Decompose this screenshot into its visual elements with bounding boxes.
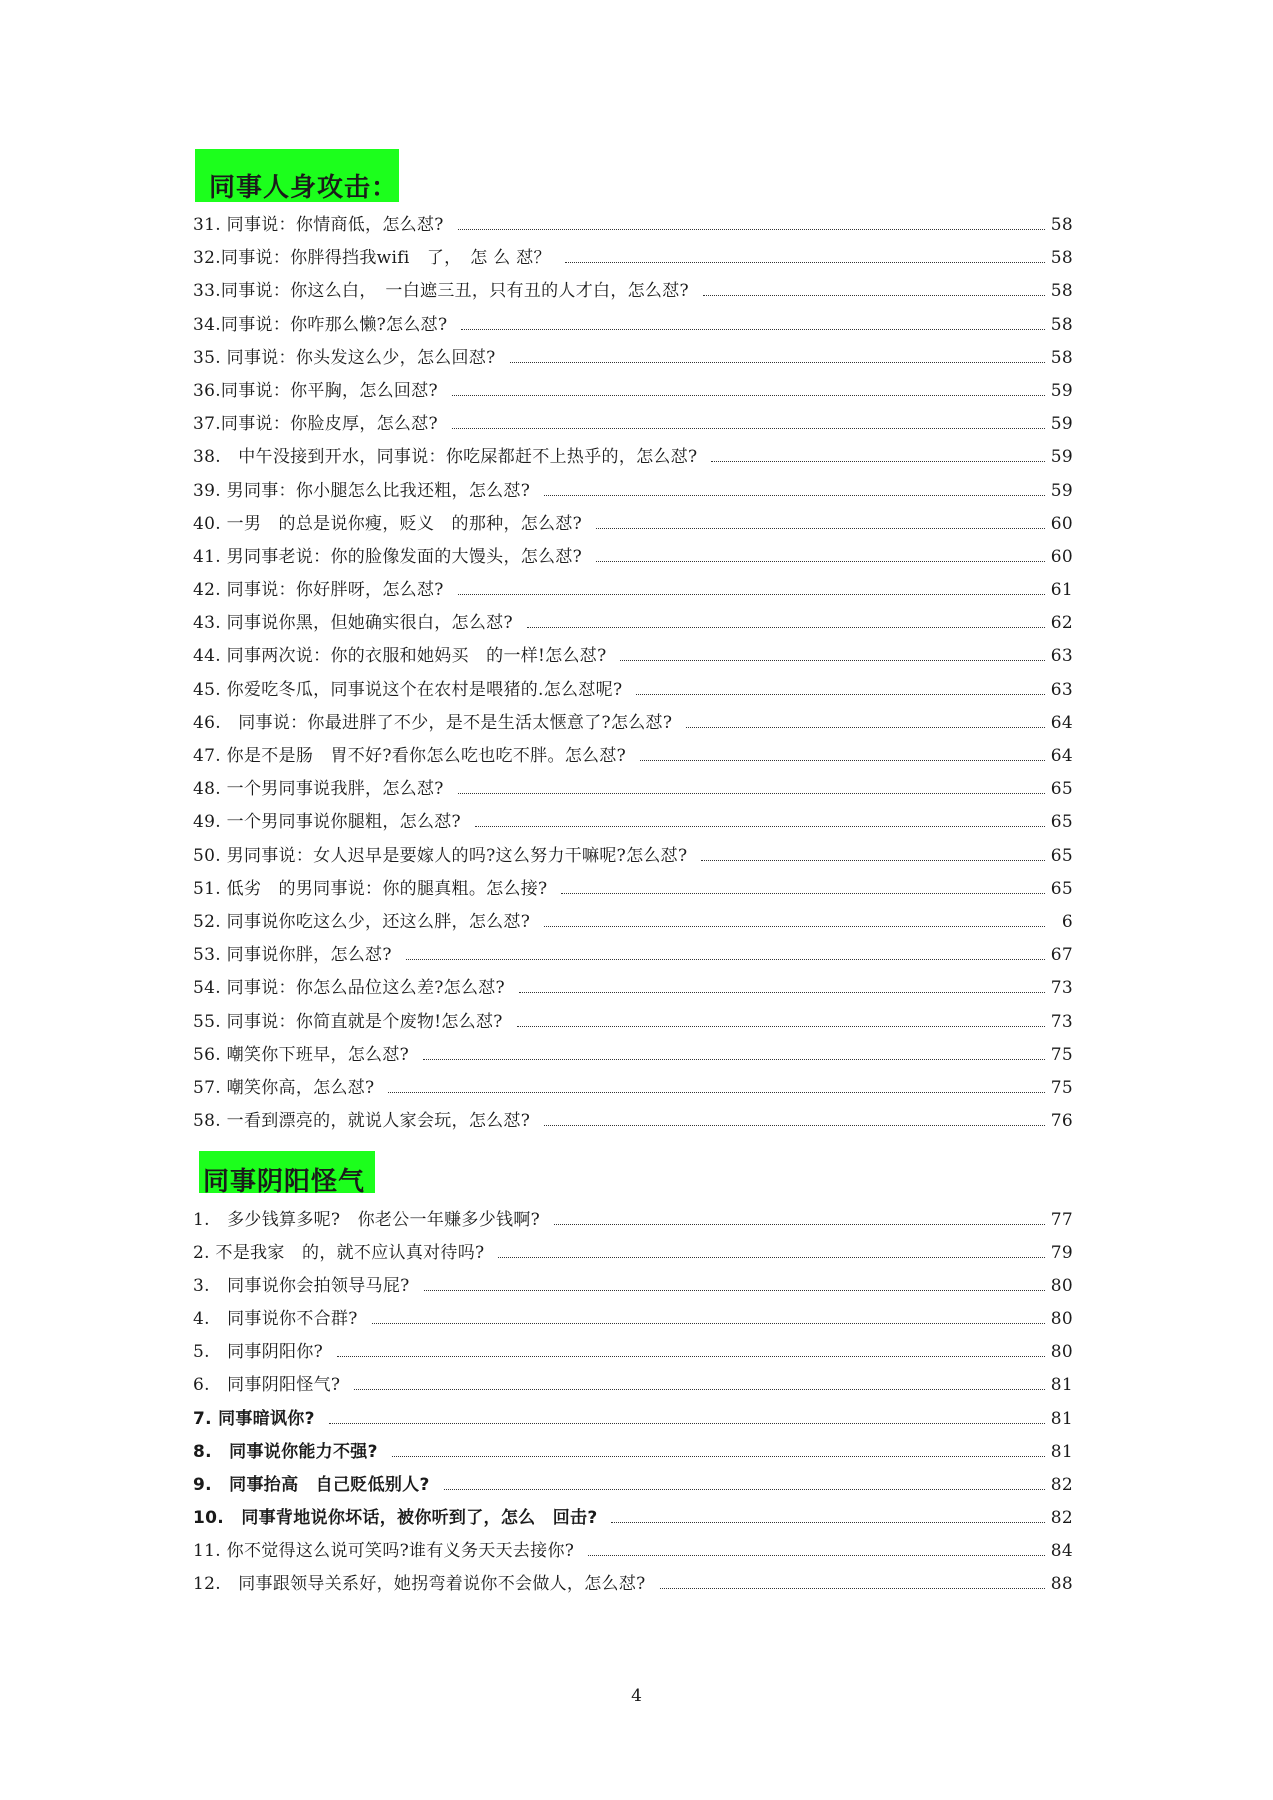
toc-entry[interactable] [193, 542, 1073, 575]
toc-entry-title: 57. 嘲笑你高，怎么怼? [193, 1077, 375, 1098]
toc-entry-page: 64 [1050, 712, 1073, 733]
toc-entry[interactable] [193, 243, 1073, 276]
toc-entry-page: 62 [1050, 613, 1073, 634]
toc-entry-title: 38. 中午没接到开水，同事说：你吃屎都赶不上热乎的，怎么怼? [193, 447, 698, 468]
toc-dot-leader [458, 229, 1045, 230]
section-heading-text: 同事阴阳怪气 [203, 1167, 366, 1197]
toc-entry-page: 88 [1050, 1574, 1073, 1595]
toc-entry-title: 11. 你不觉得这么说可笑吗?谁有义务天天去接你? [193, 1540, 575, 1561]
toc-entry[interactable] [193, 210, 1073, 243]
toc-entry[interactable] [193, 409, 1073, 442]
toc-dot-leader [660, 1588, 1045, 1589]
toc-dot-leader [519, 992, 1045, 993]
toc-entry[interactable] [193, 1304, 1073, 1337]
toc-dot-leader [544, 1125, 1045, 1126]
toc-entry[interactable] [193, 1271, 1073, 1304]
toc-dot-leader [452, 428, 1045, 429]
toc-entry-page: 58 [1050, 248, 1073, 269]
toc-entry[interactable] [193, 608, 1073, 641]
toc-entry-title: 36.同事说：你平胸，怎么回怼? [193, 380, 438, 401]
toc-entry-page: 58 [1050, 215, 1073, 235]
toc-entry-page: 65 [1050, 878, 1073, 899]
toc-entry-title: 47. 你是不是肠 胃不好?看你怎么吃也吃不胖。怎么怼? [193, 746, 627, 766]
toc-entry-title: 49. 一个男同事说你腿粗，怎么怼? [193, 812, 461, 833]
toc-entry[interactable] [193, 1569, 1073, 1602]
toc-dot-leader [517, 1026, 1045, 1027]
toc-entry-title: 46. 同事说：你最进胖了不少，是不是生活太惬意了?怎么怼? [193, 712, 673, 733]
toc-entry-page: 59 [1050, 480, 1073, 501]
toc-entry-title: 7. 同事暗讽你? [193, 1408, 315, 1429]
toc-entry-title: 41. 男同事老说：你的脸像发面的大馒头，怎么怼? [193, 546, 583, 567]
toc-entry-page: 65 [1050, 779, 1073, 800]
toc-dot-leader [701, 860, 1045, 861]
section-heading-text: 同事人身攻击： [209, 173, 399, 203]
toc-entry[interactable] [193, 1470, 1073, 1503]
toc-entry-page: 73 [1050, 978, 1073, 999]
toc-entry-title: 35. 同事说：你头发这么少，怎么回怼? [193, 347, 496, 368]
toc-entry[interactable] [193, 1040, 1073, 1073]
toc-entry-title: 55. 同事说：你简直就是个废物!怎么怼? [193, 1011, 503, 1032]
toc-dot-leader [636, 694, 1045, 695]
toc-dot-leader [596, 528, 1045, 529]
toc-dot-leader [588, 1555, 1045, 1556]
toc-dot-leader [458, 793, 1045, 794]
toc-dot-leader [424, 1290, 1045, 1291]
toc-entry-page: 77 [1050, 1210, 1073, 1230]
toc-entry-page: 67 [1050, 945, 1073, 966]
toc-entry-page: 80 [1050, 1309, 1073, 1330]
toc-dot-leader [406, 959, 1045, 960]
toc-dot-leader [458, 594, 1045, 595]
toc-entry-page: 59 [1050, 414, 1073, 435]
toc-entry-page: 58 [1050, 281, 1073, 302]
toc-entry-title: 4. 同事说你不合群? [193, 1309, 358, 1330]
toc-entry[interactable] [193, 509, 1073, 542]
toc-dot-leader [620, 660, 1045, 661]
toc-entry-title: 42. 同事说：你好胖呀，怎么怼? [193, 580, 444, 601]
toc-entry-page: 59 [1050, 380, 1073, 401]
toc-entry-title: 5. 同事阴阳你? [193, 1342, 324, 1363]
toc-entry[interactable] [193, 276, 1073, 309]
toc-entry-title: 12. 同事跟领导关系好，她拐弯着说你不会做人，怎么怼? [193, 1574, 646, 1595]
toc-entry[interactable] [193, 376, 1073, 409]
toc-dot-leader [423, 1059, 1045, 1060]
toc-entry-page: 60 [1050, 546, 1073, 567]
toc-entry-title: 6. 同事阴阳怪气? [193, 1375, 341, 1396]
toc-entry-title: 8. 同事说你能力不强? [193, 1441, 378, 1462]
toc-entry-page: 6 [1061, 911, 1073, 932]
toc-entry-page: 65 [1050, 812, 1073, 833]
toc-entry[interactable] [193, 1205, 1073, 1238]
toc-entry-title: 52. 同事说你吃这么少，还这么胖，怎么怼? [193, 911, 531, 932]
toc-entry[interactable] [193, 1238, 1073, 1271]
toc-entry[interactable] [193, 1437, 1073, 1470]
toc-dot-leader [444, 1489, 1045, 1490]
toc-dot-leader [544, 495, 1045, 496]
toc-entry-title: 48. 一个男同事说我胖，怎么怼? [193, 779, 444, 800]
toc-entry-title: 37.同事说：你脸皮厚，怎么怼? [193, 414, 438, 435]
toc-dot-leader [329, 1423, 1045, 1424]
toc-entry-title: 40. 一男 的总是说你瘦，贬义 的那种，怎么怼? [193, 513, 583, 534]
toc-dot-leader [527, 627, 1045, 628]
toc-entry[interactable] [193, 1106, 1073, 1139]
toc-entry-page: 63 [1050, 679, 1073, 700]
toc-entry-title: 10. 同事背地说你坏话，被你听到了，怎么 回击? [193, 1507, 598, 1528]
toc-entry-page: 59 [1050, 447, 1073, 468]
toc-entry-title: 39. 男同事：你小腿怎么比我还粗，怎么怼? [193, 480, 531, 501]
toc-dot-leader [561, 893, 1045, 894]
toc-dot-leader [452, 395, 1045, 396]
toc-entry-page: 65 [1050, 845, 1073, 866]
toc-entry-page: 81 [1050, 1441, 1073, 1462]
toc-entry-title: 34.同事说：你咋那么懒?怎么怼? [193, 314, 448, 335]
toc-entry-title: 51. 低劣 的男同事说：你的腿真粗。怎么接? [193, 878, 548, 899]
toc-dot-leader [611, 1522, 1045, 1523]
toc-dot-leader [461, 329, 1045, 330]
toc-entry-page: 79 [1050, 1243, 1073, 1264]
toc-entry-title: 54. 同事说：你怎么品位这么差?怎么怼? [193, 978, 505, 999]
toc-entry[interactable] [193, 1536, 1073, 1569]
toc-entry-page: 61 [1050, 580, 1073, 601]
toc-entry-title: 56. 嘲笑你下班早，怎么怼? [193, 1044, 410, 1065]
toc-entry[interactable] [193, 310, 1073, 343]
toc-entry-page: 75 [1050, 1044, 1073, 1065]
toc-dot-leader [640, 760, 1045, 761]
toc-dot-leader [498, 1257, 1045, 1258]
section-heading-personal-attacks [195, 149, 399, 202]
toc-entry-page: 80 [1050, 1342, 1073, 1363]
toc-entry[interactable] [193, 1370, 1073, 1403]
toc-dot-leader [544, 926, 1045, 927]
toc-entry-title: 53. 同事说你胖，怎么怼? [193, 945, 392, 966]
toc-entry[interactable] [193, 1337, 1073, 1370]
toc-dot-leader [510, 362, 1045, 363]
toc-entry[interactable] [193, 1503, 1073, 1536]
toc-entry-page: 60 [1050, 513, 1073, 534]
toc-entry-page: 81 [1050, 1375, 1073, 1396]
toc-entry-title: 31. 同事说：你情商低，怎么怼? [193, 215, 444, 235]
toc-entry[interactable] [193, 841, 1073, 874]
toc-entry-page: 82 [1050, 1474, 1073, 1495]
toc-dot-leader [388, 1092, 1045, 1093]
toc-entry-page: 63 [1050, 646, 1073, 667]
toc-entry[interactable] [193, 641, 1073, 674]
toc-entry[interactable] [193, 741, 1073, 774]
toc-entry[interactable] [193, 940, 1073, 973]
toc-entry[interactable] [193, 575, 1073, 608]
toc-entry-title: 45. 你爱吃冬瓜，同事说这个在农村是喂猪的.怎么怼呢? [193, 679, 623, 700]
page-number: 4 [631, 1686, 642, 1706]
toc-entry-title: 9. 同事抬高 自己贬低别人? [193, 1474, 430, 1495]
toc-entry[interactable] [193, 343, 1073, 376]
toc-entry[interactable] [193, 675, 1073, 708]
toc-entry[interactable] [193, 774, 1073, 807]
toc-entry[interactable] [193, 907, 1073, 940]
toc-entry-page: 73 [1050, 1011, 1073, 1032]
toc-entry[interactable] [193, 1007, 1073, 1040]
toc-dot-leader [475, 826, 1045, 827]
toc-dot-leader [711, 461, 1045, 462]
toc-entry-title: 44. 同事两次说：你的衣服和她妈买 的一样!怎么怼? [193, 646, 607, 667]
toc-entry-page: 76 [1050, 1111, 1073, 1132]
toc-entry-page: 64 [1050, 746, 1073, 766]
toc-entry[interactable] [193, 476, 1073, 509]
toc-entry-page: 58 [1050, 347, 1073, 368]
toc-dot-leader [354, 1389, 1045, 1390]
toc-entry-title: 43. 同事说你黑，但她确实很白，怎么怼? [193, 613, 513, 634]
toc-entry[interactable] [193, 708, 1073, 741]
toc-dot-leader [703, 295, 1045, 296]
toc-entry-page: 84 [1050, 1540, 1073, 1561]
toc-list-personal-attacks [193, 210, 1073, 1139]
toc-entry[interactable] [193, 807, 1073, 840]
toc-entry[interactable] [193, 442, 1073, 475]
section-heading-sarcasm [199, 1151, 375, 1197]
toc-entry-title: 1. 多少钱算多呢? 你老公一年赚多少钱啊? [193, 1210, 541, 1230]
toc-entry[interactable] [193, 1404, 1073, 1437]
toc-list-sarcasm [193, 1205, 1073, 1602]
toc-dot-leader [565, 262, 1045, 263]
toc-entry-page: 75 [1050, 1077, 1073, 1098]
toc-entry[interactable] [193, 1073, 1073, 1106]
toc-dot-leader [686, 727, 1045, 728]
toc-dot-leader [554, 1224, 1045, 1225]
toc-entry-title: 3. 同事说你会拍领导马屁? [193, 1276, 410, 1297]
toc-entry-page: 81 [1050, 1408, 1073, 1429]
toc-entry-page: 58 [1050, 314, 1073, 335]
toc-entry-title: 2. 不是我家 的，就不应认真对待吗? [193, 1243, 485, 1264]
toc-entry-title: 33.同事说：你这么白， 一白遮三丑，只有丑的人才白，怎么怼? [193, 281, 689, 302]
toc-entry[interactable] [193, 973, 1073, 1006]
toc-entry-page: 80 [1050, 1276, 1073, 1297]
toc-entry-page: 82 [1050, 1507, 1073, 1528]
toc-dot-leader [596, 561, 1045, 562]
toc-entry-title: 58. 一看到漂亮的，就说人家会玩，怎么怼? [193, 1111, 531, 1132]
toc-dot-leader [392, 1456, 1045, 1457]
toc-entry-title: 50. 男同事说：女人迟早是要嫁人的吗?这么努力干嘛呢?怎么怼? [193, 845, 688, 866]
toc-dot-leader [372, 1323, 1045, 1324]
toc-entry-title: 32.同事说：你胖得挡我wifi 了， 怎 么 怼？ [193, 248, 551, 269]
toc-dot-leader [337, 1356, 1045, 1357]
toc-entry[interactable] [193, 874, 1073, 907]
